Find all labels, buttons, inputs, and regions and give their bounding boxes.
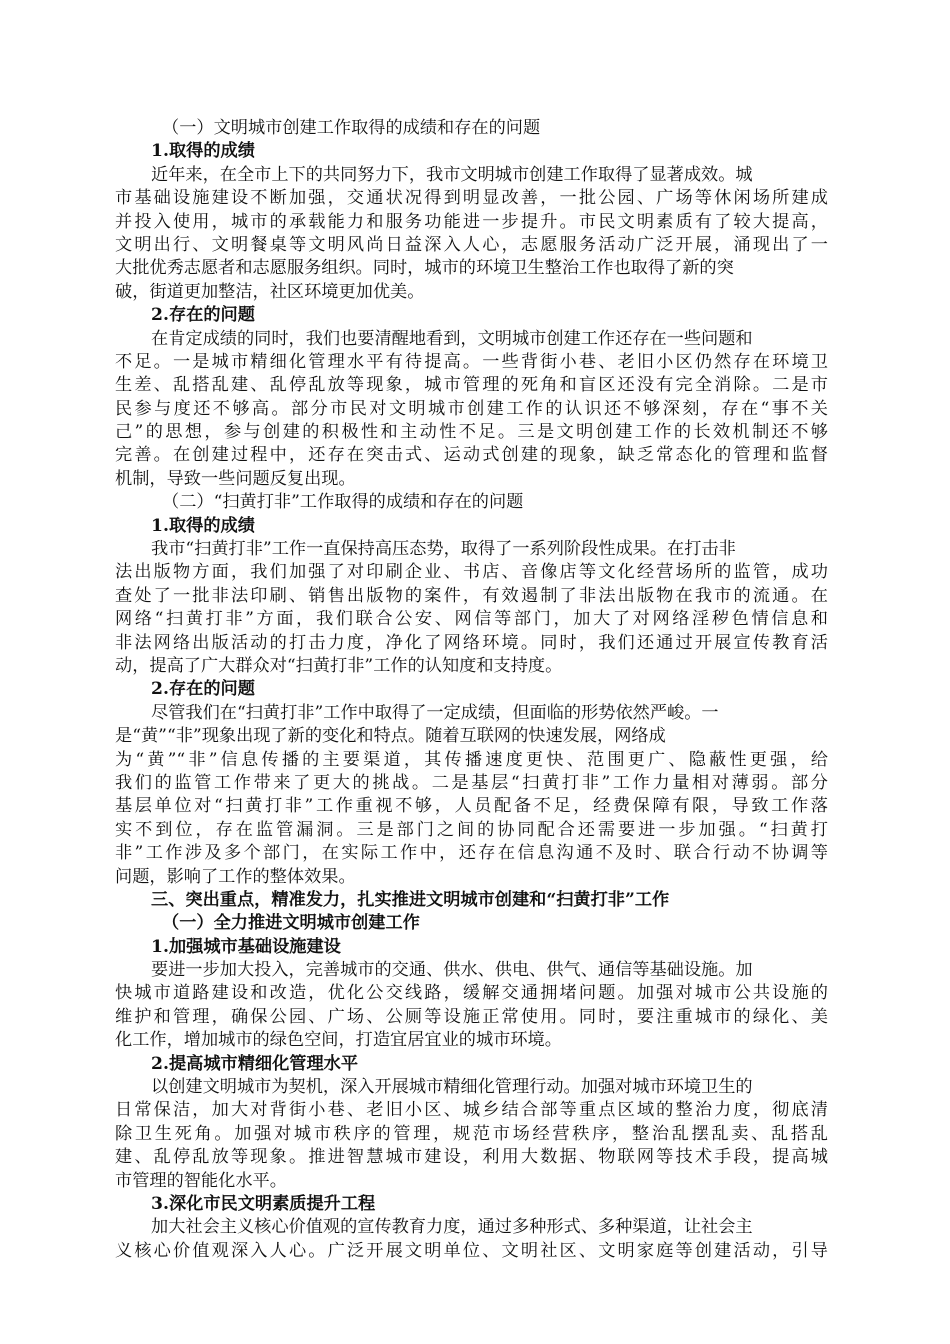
subsection-heading: 1.取得的成绩	[151, 515, 255, 536]
paragraph-line: 近年来，在全市上下的共同努力下，我市文明城市创建工作取得了显著成效。城	[151, 164, 753, 185]
section-heading: （二）“扫黄打非”工作取得的成绩和存在的问题	[162, 492, 524, 513]
subsection-heading: 2.存在的问题	[151, 679, 255, 700]
paragraph-line: 大批优秀志愿者和志愿服务组织。同时，城市的环境卫生整治工作也取得了新的突	[115, 258, 734, 279]
paragraph-line: 除卫生死角。加强对城市秩序的管理，规范市场经营秩序，整治乱摆乱卖、乱搭乱	[115, 1123, 828, 1144]
paragraph-line: 民参与度还不够高。部分市民对文明城市创建工作的认识还不够深刻，存在“事不关	[115, 398, 828, 419]
paragraph-line: 实不到位，存在监管漏洞。三是部门之间的协同配合还需要进一步加强。“扫黄打	[115, 819, 828, 840]
paragraph-line: 日常保洁，加大对背街小巷、老旧小区、城乡结合部等重点区域的整治力度，彻底清	[115, 1100, 828, 1121]
paragraph-line: 为“黄”“非”信息传播的主要渠道，其传播速度更快、范围更广、隐蔽性更强，给	[115, 749, 828, 770]
paragraph-line: 市管理的智能化水平。	[115, 1170, 287, 1191]
paragraph-line: 机制，导致一些问题反复出现。	[115, 468, 356, 489]
subsection-heading: 1.加强城市基础设施建设	[151, 936, 341, 957]
paragraph-line: 法出版物方面，我们加强了对印刷企业、书店、音像店等文化经营场所的监管，成功	[115, 562, 828, 583]
paragraph-line: 要进一步加大投入，完善城市的交通、供水、供电、供气、通信等基础设施。加	[151, 960, 753, 981]
paragraph-line: 是“黄”“非”现象出现了新的变化和特点。随着互联网的快速发展，网络成	[115, 726, 666, 747]
paragraph-line: 己”的思想，参与创建的积极性和主动性不足。三是文明创建工作的长效机制还不够	[115, 422, 828, 443]
paragraph-line: 破，街道更加整洁，社区环境更加优美。	[115, 281, 425, 302]
paragraph-line: 网络“扫黄打非”方面，我们联合公安、网信等部门，加大了对网络淫秽色情信息和	[115, 609, 828, 630]
section-heading: （一）文明城市创建工作取得的成绩和存在的问题	[162, 118, 541, 138]
paragraph-line: 在肯定成绩的同时，我们也要清醒地看到，文明城市创建工作还存在一些问题和	[151, 328, 753, 349]
subsection-heading: 三、突出重点，精准发力，扎实推进文明城市创建和“扫黄打非”工作	[151, 889, 670, 910]
subsection-heading: 2.存在的问题	[151, 305, 255, 326]
paragraph-line: 动，提高了广大群众对“扫黄打非”工作的认知度和支持度。	[115, 655, 563, 676]
paragraph-line: 非”工作涉及多个部门，在实际工作中，还存在信息沟通不及时、联合行动不协调等	[115, 843, 828, 864]
paragraph-line: 维护和管理，确保公园、广场、公厕等设施正常使用。同时，要注重城市的绿化、美	[115, 1006, 828, 1027]
paragraph-line: 义核心价值观深入人心。广泛开展文明单位、文明社区、文明家庭等创建活动，引导	[115, 1240, 828, 1261]
paragraph-line: 化工作，增加城市的绿色空间，打造宜居宜业的城市环境。	[115, 1030, 562, 1051]
subsection-heading: 1.取得的成绩	[151, 141, 255, 162]
paragraph-line: 尽管我们在“扫黄打非”工作中取得了一定成绩，但面临的形势依然严峻。一	[151, 702, 719, 723]
paragraph-line: 并投入使用，城市的承载能力和服务功能进一步提升。市民文明素质有了较大提高，	[115, 211, 828, 232]
paragraph-line: 市基础设施建设不断加强，交通状况得到明显改善，一批公园、广场等休闲场所建成	[115, 188, 828, 209]
paragraph-line: 我市“扫黄打非”工作一直保持高压态势，取得了一系列阶段性成果。在打击非	[151, 539, 736, 560]
subsection-heading: 2.提高城市精细化管理水平	[151, 1053, 359, 1074]
paragraph-line: 问题，影响了工作的整体效果。	[115, 866, 356, 887]
paragraph-line: 文明出行、文明餐桌等文明风尚日益深入人心，志愿服务活动广泛开展，涌现出了一	[115, 234, 828, 255]
paragraph-line: 建、乱停乱放等现象。推进智慧城市建设，利用大数据、物联网等技术手段，提高城	[115, 1147, 828, 1168]
section-heading: （一）全力推进文明城市创建工作	[162, 913, 420, 934]
paragraph-line: 快城市道路建设和改造，优化公交线路，缓解交通拥堵问题。加强对城市公共设施的	[115, 983, 828, 1004]
paragraph-line: 查处了一批非法印刷、销售出版物的案件，有效遏制了非法出版物在我市的流通。在	[115, 585, 828, 606]
subsection-heading: 3.深化市民文明素质提升工程	[151, 1193, 376, 1214]
paragraph-line: 基层单位对“扫黄打非”工作重视不够，人员配备不足，经费保障有限，导致工作落	[115, 796, 828, 817]
paragraph-line: 加大社会主义核心价值观的宣传教育力度，通过多种形式、多种渠道，让社会主	[151, 1217, 753, 1238]
paragraph-line: 以创建文明城市为契机，深入开展城市精细化管理行动。加强对城市环境卫生的	[151, 1077, 753, 1098]
document-body	[115, 117, 828, 1263]
paragraph-line: 生差、乱搭乱建、乱停乱放等现象，城市管理的死角和盲区还没有完全消除。二是市	[115, 375, 828, 396]
paragraph-line: 非法网络出版活动的打击力度，净化了网络环境。同时，我们还通过开展宣传教育活	[115, 632, 828, 653]
paragraph-line: 我们的监管工作带来了更大的挑战。二是基层“扫黄打非”工作力量相对薄弱。部分	[115, 772, 828, 793]
paragraph-line: 完善。在创建过程中，还存在突击式、运动式创建的现象，缺乏常态化的管理和监督	[115, 445, 828, 466]
paragraph-line: 不足。一是城市精细化管理水平有待提高。一些背街小巷、老旧小区仍然存在环境卫	[115, 351, 828, 372]
